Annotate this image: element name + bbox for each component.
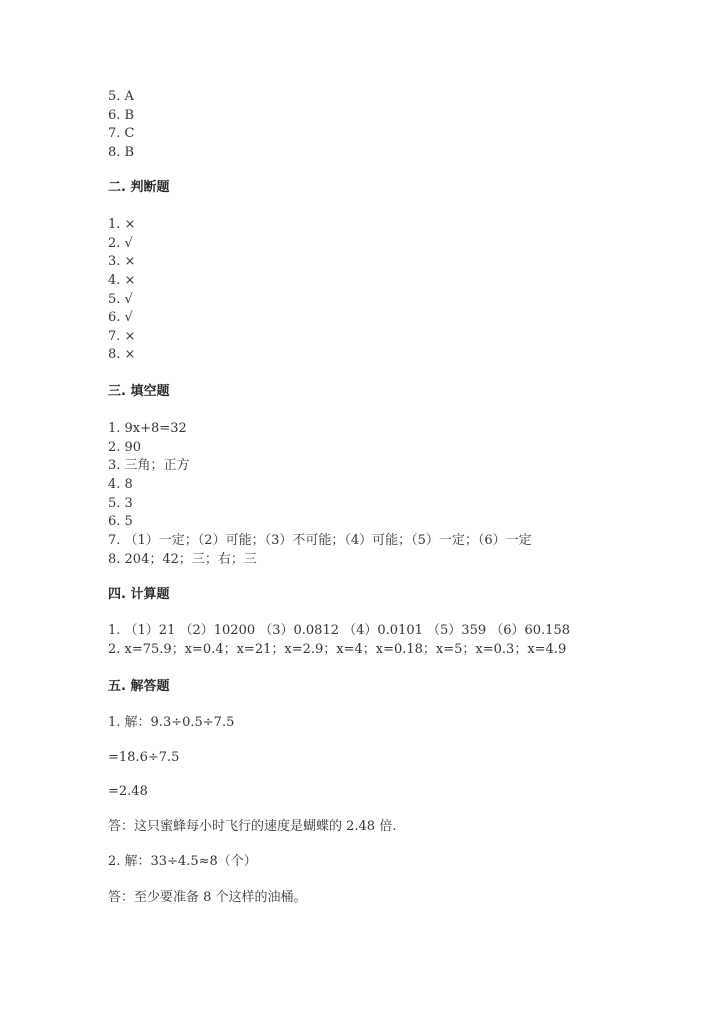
answer-line: 5. A <box>108 89 134 104</box>
answer-line: 答：这只蜜蜂每小时飞行的速度是蝴蝶的 2.48 倍. <box>108 819 397 834</box>
answer-line: 2. 90 <box>108 440 142 455</box>
section-heading: 二. 判断题 <box>108 180 170 195</box>
answer-line: 3. × <box>108 254 136 269</box>
answer-line: 7. （1）一定；（2）可能；（3）不可能；（4）可能；（5）一定；（6）一定 <box>108 533 532 548</box>
answer-line: 8. B <box>108 145 135 160</box>
answer-line: 6. B <box>108 108 135 123</box>
answer-line: 1. 解：9.3÷0.5÷7.5 <box>108 715 235 730</box>
answer-line: 3. 三角；正方 <box>108 458 190 473</box>
answer-line: 8. 204；42；三；右；三 <box>108 552 257 567</box>
answer-line: 1. （1）21 （2）10200 （3）0.0812 （4）0.0101 （5）359 （6）60.158 <box>108 623 570 638</box>
answer-line: 6. √ <box>108 310 133 325</box>
answer-line: =2.48 <box>108 784 148 799</box>
answer-line: 7. C <box>108 126 135 141</box>
section-heading: 五. 解答题 <box>108 679 170 694</box>
answer-line: 7. × <box>108 329 136 344</box>
answer-line: 2. 解：33÷4.5≈8（个） <box>108 854 257 869</box>
answer-line: 5. √ <box>108 292 133 307</box>
answer-line: 4. 8 <box>108 477 133 492</box>
answer-line: 2. x=75.9；x=0.4；x=21；x=2.9；x=4；x=0.18；x=5；x=0.3；x=4.9 <box>108 642 567 657</box>
section-heading: 三. 填空题 <box>108 384 170 399</box>
answer-line: 1. 9x+8=32 <box>108 421 187 436</box>
answer-line: 2. √ <box>108 236 133 251</box>
answer-line: 答：至少要准备 8 个这样的油桶。 <box>108 890 307 905</box>
answer-line: 1. × <box>108 217 136 232</box>
answer-line: 6. 5 <box>108 514 133 529</box>
answer-line: 4. × <box>108 273 136 288</box>
answer-line: =18.6÷7.5 <box>108 750 180 765</box>
answer-line: 5. 3 <box>108 496 133 511</box>
answer-line: 8. × <box>108 347 136 362</box>
section-heading: 四. 计算题 <box>108 587 170 602</box>
